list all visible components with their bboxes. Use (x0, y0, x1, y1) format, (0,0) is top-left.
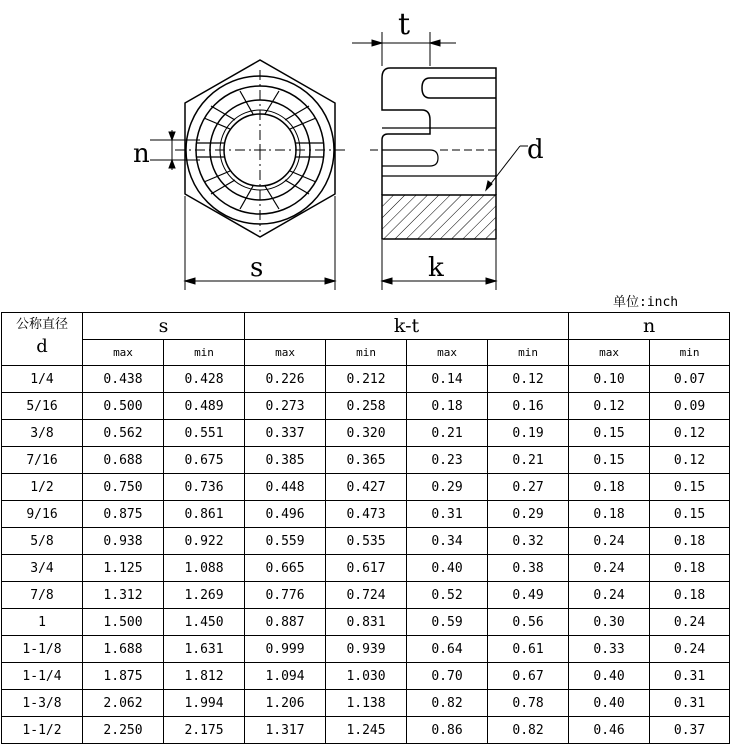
value-cell: 1.631 (164, 636, 245, 663)
value-cell: 0.15 (569, 420, 650, 447)
value-cell: 0.16 (488, 393, 569, 420)
value-cell: 0.15 (650, 501, 730, 528)
front-view (175, 60, 345, 237)
diameter-header-symbol: d (36, 336, 48, 357)
subheader: max (83, 340, 164, 366)
group-header-n: n (569, 313, 730, 340)
table-row (2, 555, 730, 582)
value-cell: 0.07 (650, 366, 730, 393)
k-label: k (428, 253, 444, 283)
value-cell: 0.18 (407, 393, 488, 420)
value-cell: 1.206 (245, 690, 326, 717)
value-cell: 1.500 (83, 609, 164, 636)
value-cell: 0.78 (488, 690, 569, 717)
subheader: max (245, 340, 326, 366)
value-cell: 0.861 (164, 501, 245, 528)
value-cell: 0.535 (326, 528, 407, 555)
table-subheader-row (2, 340, 730, 366)
value-cell: 0.21 (407, 420, 488, 447)
diameter-cell: 1 (2, 609, 83, 636)
value-cell: 0.82 (488, 717, 569, 744)
value-cell: 0.24 (650, 636, 730, 663)
t-label: t (398, 7, 411, 42)
value-cell: 1.030 (326, 663, 407, 690)
diameter-cell: 5/16 (2, 393, 83, 420)
diameter-cell: 1/4 (2, 366, 83, 393)
value-cell: 0.40 (569, 663, 650, 690)
value-cell: 0.56 (488, 609, 569, 636)
value-cell: 0.562 (83, 420, 164, 447)
value-cell: 1.125 (83, 555, 164, 582)
subheader: min (650, 340, 730, 366)
diameter-header (2, 313, 83, 366)
value-cell: 1.450 (164, 609, 245, 636)
diameter-cell: 7/16 (2, 447, 83, 474)
value-cell: 0.875 (83, 501, 164, 528)
value-cell: 0.999 (245, 636, 326, 663)
value-cell: 1.875 (83, 663, 164, 690)
group-header-k-t: k-t (245, 313, 569, 340)
value-cell: 0.12 (488, 366, 569, 393)
value-cell: 0.33 (569, 636, 650, 663)
value-cell: 0.21 (488, 447, 569, 474)
value-cell: 0.29 (407, 474, 488, 501)
table-row (2, 690, 730, 717)
value-cell: 0.24 (650, 609, 730, 636)
value-cell: 2.062 (83, 690, 164, 717)
diameter-cell: 1-3/8 (2, 690, 83, 717)
table-row (2, 501, 730, 528)
value-cell: 1.688 (83, 636, 164, 663)
diameter-cell: 1/2 (2, 474, 83, 501)
unit-label: 单位:inch (613, 295, 679, 310)
value-cell: 0.31 (407, 501, 488, 528)
value-cell: 0.922 (164, 528, 245, 555)
diameter-cell: 3/8 (2, 420, 83, 447)
table-row (2, 717, 730, 744)
value-cell: 0.40 (407, 555, 488, 582)
table-row (2, 582, 730, 609)
value-cell: 0.24 (569, 582, 650, 609)
value-cell: 0.12 (569, 393, 650, 420)
value-cell: 0.15 (650, 474, 730, 501)
value-cell: 0.776 (245, 582, 326, 609)
value-cell: 0.212 (326, 366, 407, 393)
value-cell: 0.938 (83, 528, 164, 555)
value-cell: 0.24 (569, 555, 650, 582)
table-row (2, 609, 730, 636)
value-cell: 0.30 (569, 609, 650, 636)
value-cell: 0.82 (407, 690, 488, 717)
castle-nut-drawing (0, 0, 730, 292)
value-cell: 0.831 (326, 609, 407, 636)
value-cell: 0.24 (569, 528, 650, 555)
value-cell: 0.19 (488, 420, 569, 447)
value-cell: 0.365 (326, 447, 407, 474)
spec-table (1, 312, 730, 744)
value-cell: 1.269 (164, 582, 245, 609)
value-cell: 0.939 (326, 636, 407, 663)
table-row (2, 420, 730, 447)
value-cell: 0.86 (407, 717, 488, 744)
table-row (2, 393, 730, 420)
value-cell: 0.18 (569, 501, 650, 528)
value-cell: 0.448 (245, 474, 326, 501)
value-cell: 0.70 (407, 663, 488, 690)
n-label: n (133, 139, 150, 169)
subheader: min (488, 340, 569, 366)
diameter-cell: 1-1/8 (2, 636, 83, 663)
diameter-header-label: 公称直径 (15, 317, 68, 332)
value-cell: 0.551 (164, 420, 245, 447)
value-cell: 0.337 (245, 420, 326, 447)
diameter-cell: 7/8 (2, 582, 83, 609)
value-cell: 1.138 (326, 690, 407, 717)
group-header-s: s (83, 313, 245, 340)
value-cell: 0.31 (650, 690, 730, 717)
nut-body-hatched (382, 195, 496, 239)
value-cell: 1.312 (83, 582, 164, 609)
value-cell: 0.750 (83, 474, 164, 501)
value-cell: 0.438 (83, 366, 164, 393)
value-cell: 0.52 (407, 582, 488, 609)
value-cell: 0.40 (569, 690, 650, 717)
value-cell: 0.29 (488, 501, 569, 528)
value-cell: 0.18 (569, 474, 650, 501)
d-leader (486, 146, 528, 190)
value-cell: 0.18 (650, 555, 730, 582)
table-row (2, 447, 730, 474)
table-row (2, 474, 730, 501)
value-cell: 2.250 (83, 717, 164, 744)
value-cell: 0.67 (488, 663, 569, 690)
diameter-cell: 9/16 (2, 501, 83, 528)
value-cell: 0.31 (650, 663, 730, 690)
value-cell: 2.175 (164, 717, 245, 744)
value-cell: 1.812 (164, 663, 245, 690)
value-cell: 0.49 (488, 582, 569, 609)
value-cell: 0.688 (83, 447, 164, 474)
value-cell: 0.617 (326, 555, 407, 582)
diameter-cell: 3/4 (2, 555, 83, 582)
value-cell: 0.27 (488, 474, 569, 501)
value-cell: 0.226 (245, 366, 326, 393)
value-cell: 0.23 (407, 447, 488, 474)
subheader: max (569, 340, 650, 366)
table-row (2, 636, 730, 663)
value-cell: 0.320 (326, 420, 407, 447)
value-cell: 0.665 (245, 555, 326, 582)
side-view (370, 68, 496, 239)
value-cell: 0.385 (245, 447, 326, 474)
subheader: max (407, 340, 488, 366)
value-cell: 0.10 (569, 366, 650, 393)
value-cell: 0.59 (407, 609, 488, 636)
value-cell: 0.14 (407, 366, 488, 393)
value-cell: 0.34 (407, 528, 488, 555)
diameter-cell: 1-1/4 (2, 663, 83, 690)
value-cell: 0.724 (326, 582, 407, 609)
value-cell: 0.18 (650, 528, 730, 555)
value-cell: 1.245 (326, 717, 407, 744)
table-header-row (2, 313, 730, 340)
value-cell: 1.094 (245, 663, 326, 690)
subheader: min (326, 340, 407, 366)
value-cell: 0.18 (650, 582, 730, 609)
value-cell: 0.09 (650, 393, 730, 420)
value-cell: 0.12 (650, 447, 730, 474)
value-cell: 0.736 (164, 474, 245, 501)
value-cell: 0.38 (488, 555, 569, 582)
table-row (2, 528, 730, 555)
value-cell: 0.15 (569, 447, 650, 474)
value-cell: 0.887 (245, 609, 326, 636)
value-cell: 1.317 (245, 717, 326, 744)
value-cell: 0.428 (164, 366, 245, 393)
value-cell: 0.32 (488, 528, 569, 555)
value-cell: 0.12 (650, 420, 730, 447)
table-row (2, 663, 730, 690)
d-label: d (527, 135, 544, 165)
value-cell: 0.37 (650, 717, 730, 744)
value-cell: 0.258 (326, 393, 407, 420)
table-row (2, 366, 730, 393)
diameter-cell: 1-1/2 (2, 717, 83, 744)
value-cell: 0.46 (569, 717, 650, 744)
value-cell: 0.64 (407, 636, 488, 663)
value-cell: 0.427 (326, 474, 407, 501)
value-cell: 0.500 (83, 393, 164, 420)
value-cell: 1.994 (164, 690, 245, 717)
value-cell: 0.496 (245, 501, 326, 528)
value-cell: 0.473 (326, 501, 407, 528)
value-cell: 0.61 (488, 636, 569, 663)
value-cell: 0.273 (245, 393, 326, 420)
value-cell: 0.559 (245, 528, 326, 555)
value-cell: 0.675 (164, 447, 245, 474)
value-cell: 0.489 (164, 393, 245, 420)
value-cell: 1.088 (164, 555, 245, 582)
s-label: s (250, 253, 264, 283)
diameter-cell: 5/8 (2, 528, 83, 555)
subheader: min (164, 340, 245, 366)
